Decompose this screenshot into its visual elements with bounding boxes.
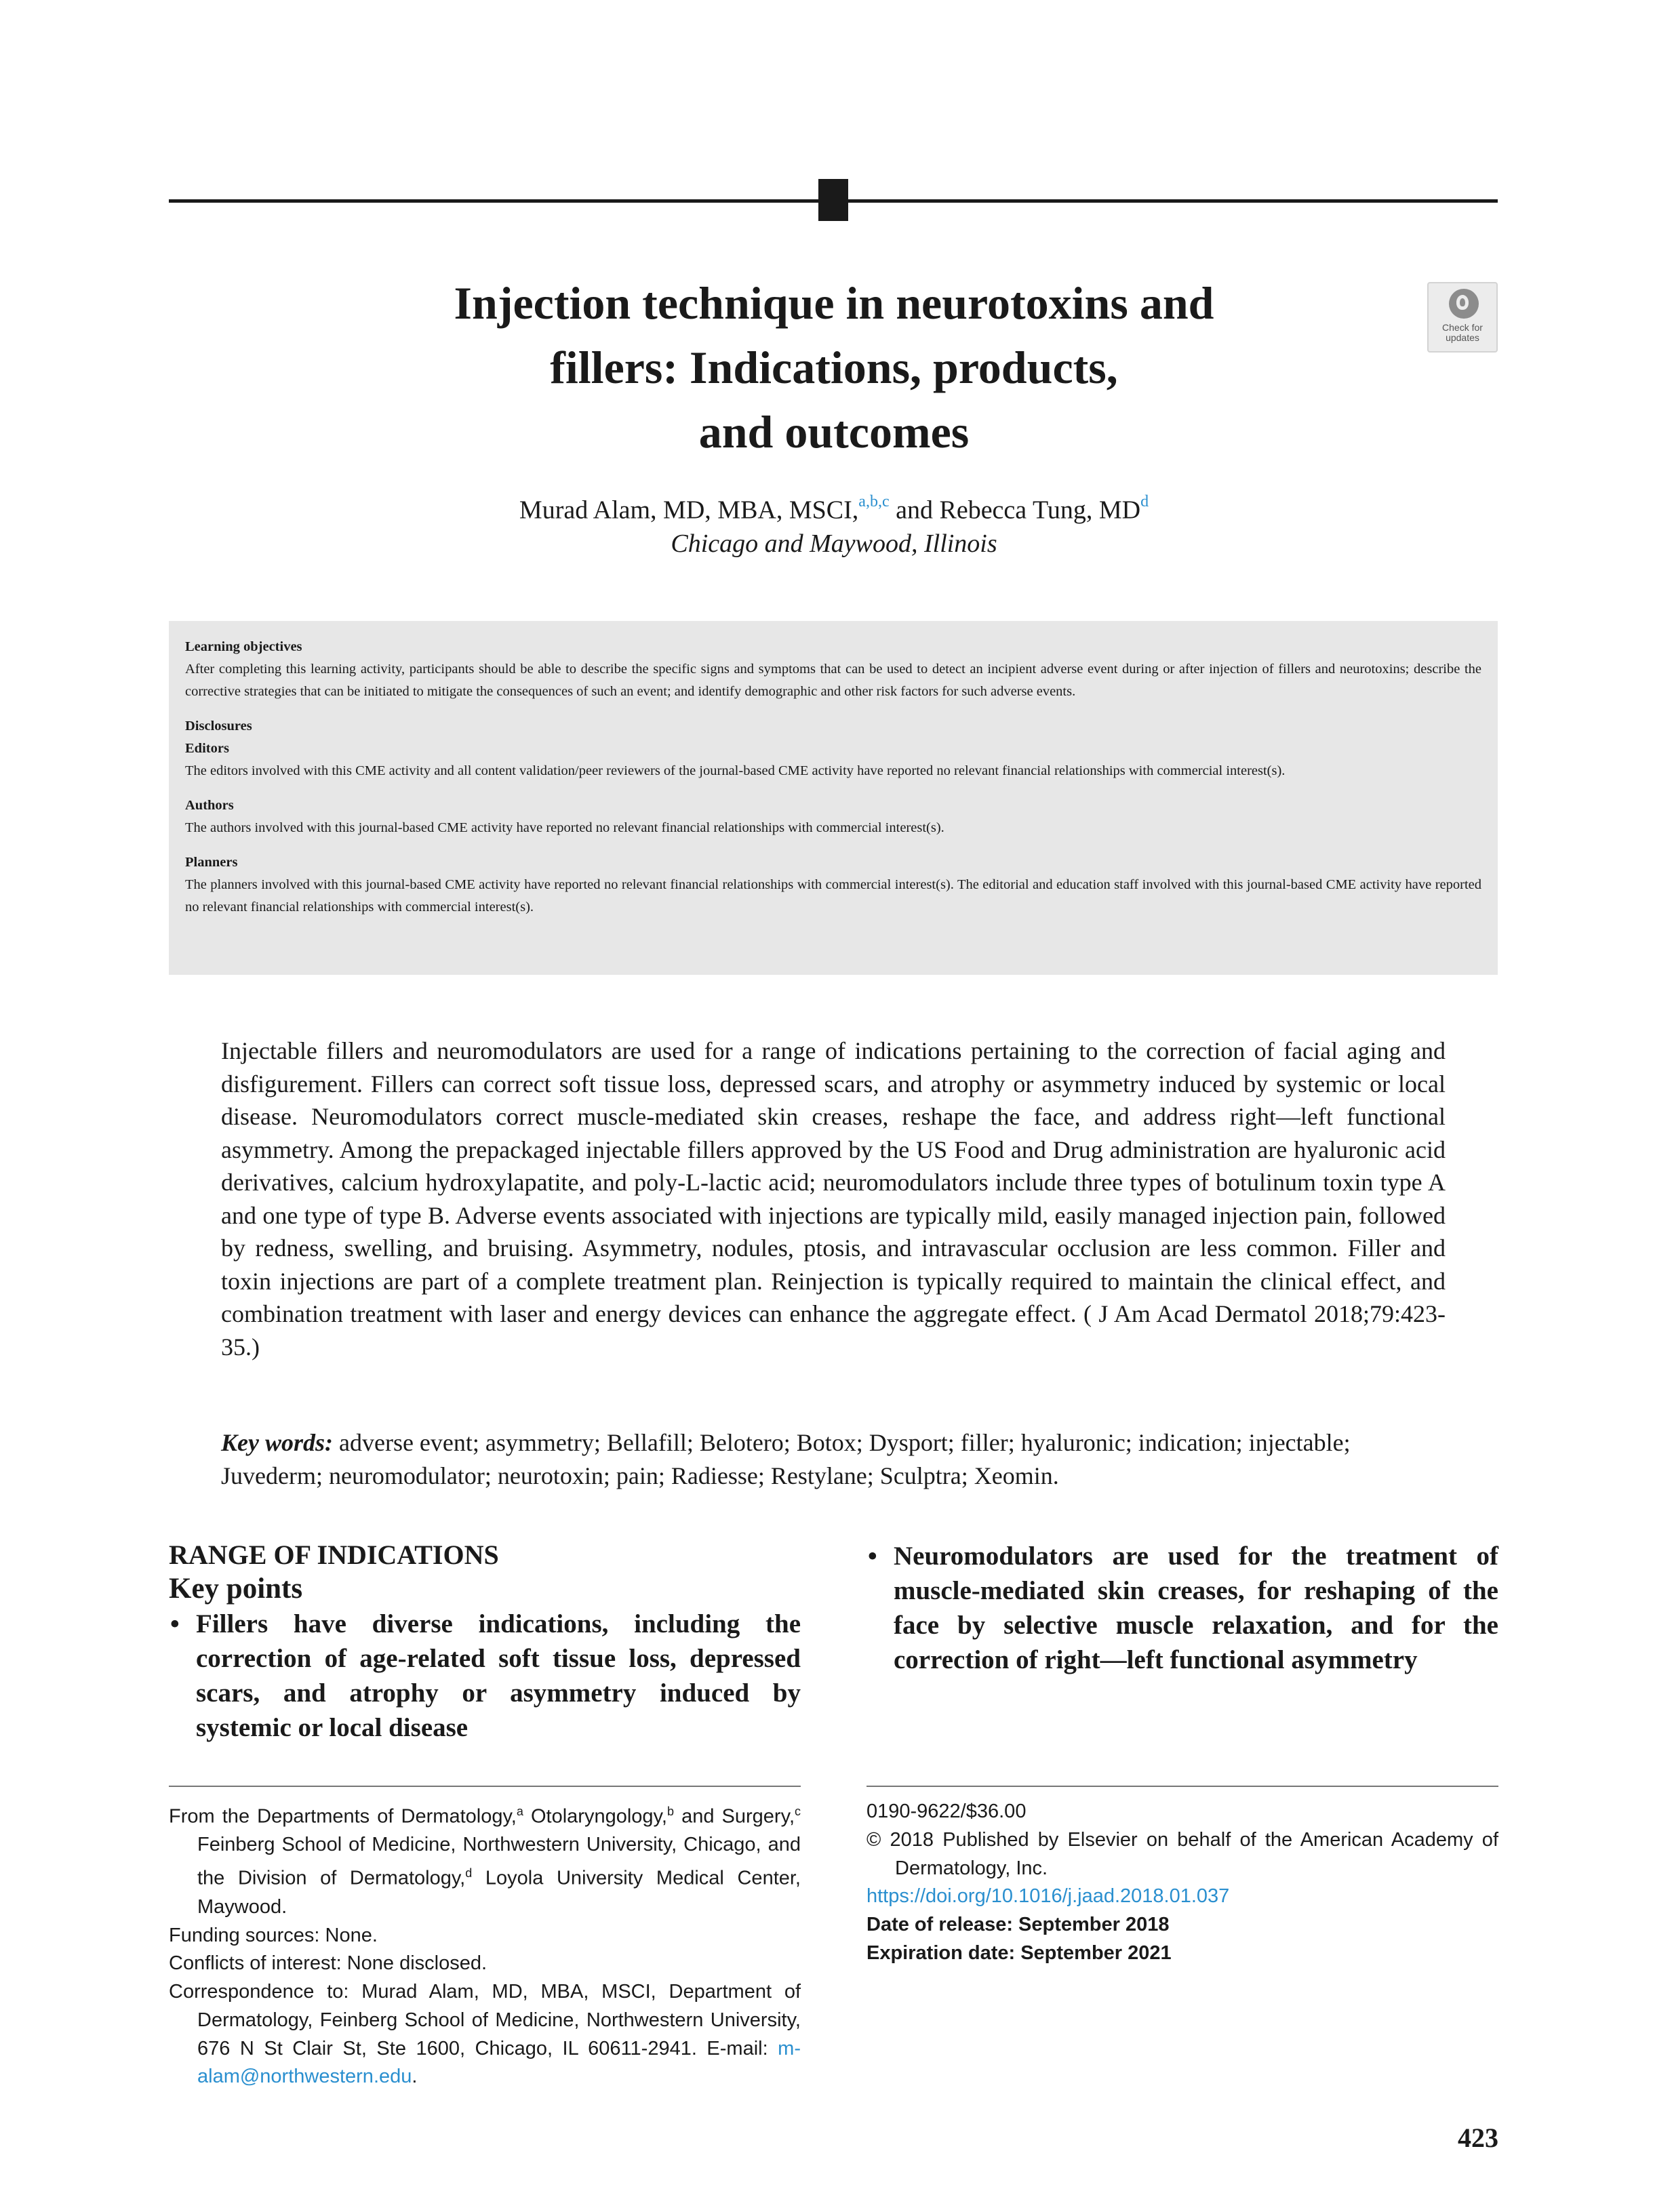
section-heading: RANGE OF INDICATIONS	[169, 1540, 499, 1570]
key-point-2-text: Neuromodulators are used for the treatment of muscle-mediated skin creases, for reshaping of the face by selective muscle relaxation, and for the correction of right—left functional asymmetry	[894, 1542, 1498, 1674]
learning-objectives-heading: Learning objectives	[185, 639, 302, 654]
editors-heading: Editors	[185, 741, 229, 756]
authors-disclosure-text: The authors involved with this journal-based CME activity have reported no relevant financial relationships with commercial interest(s).	[185, 820, 944, 835]
cme-box	[169, 621, 1498, 975]
title-line-2: fillers: Indications, products,	[550, 342, 1118, 393]
keywords	[221, 1426, 1446, 1492]
abstract: Injectable fillers and neuromodulators are used for a range of indications pertaining to the correction of facial aging and disfigurement. Fillers can correct soft tissue loss, depressed scars, and atrophy or asymmetry induced by systemic or local disease. Neuromodulators correct muscle-mediated skin creases, reshape the face, and address right—left functional asymmetry. Among the prepackaged injectable fillers approved by the US Food and Drug administration are hyaluronic acid derivatives, calcium hydroxylapatite, and poly-L-lactic acid; neuromodulators include three types of botulinum toxin type A and one type of type B. Adverse events associated with injections are typically mild, easily managed injection pain, followed by redness, swelling, and bruising. Asymmetry, nodules, ptosis, and intravascular occlusion are less common. Filler and toxin injections are part of a complete treatment plan. Reinjection is typically required to maintain the clinical effect, and combination treatment with laser and energy devices can enhance the aggregate effect. ( J Am Acad Dermatol 2018;79:423-35.)	[221, 1037, 1446, 1361]
disclosures-heading: Disclosures	[185, 719, 252, 733]
copyright-note: © 2018 Published by Elsevier on behalf of the American Academy of Dermatology, Inc.	[867, 1828, 1498, 1879]
affiliations-note: From the Departments of Dermatology,$^a$ Otolaryngology,$^b$ and Surgery,$^c$ Feinberg School of Medicine, Northwestern University, Chicago, and the Division of Dermatology,$^d$ Loyola University Medical Center, Maywood.	[169, 1805, 801, 1918]
authors-heading: Authors	[185, 798, 234, 813]
editors-text: The editors involved with this CME activity and all content validation/peer reviewers of the journal-based CME activity have reported no relevant financial relationships with commercial interest(s).	[185, 763, 1286, 778]
planners-text: The planners involved with this journal-based CME activity have reported no relevant financial relationships with commercial interest(s). The editorial and education staff involved with this journal-based CME activity have reported no relevant financial relationships with commercial interest(s).	[185, 877, 1481, 914]
header-rule-marker	[818, 179, 848, 221]
release-date: Date of release: September 2018	[867, 1914, 1170, 1936]
author-1: Murad Alam, MD, MBA, MSCI,	[519, 496, 859, 525]
check-for-updates-badge[interactable]	[1427, 282, 1498, 353]
footnotes-left	[169, 1798, 801, 2091]
check-for-updates-label: Check for updates	[1442, 322, 1483, 343]
funding-note: Funding sources: None.	[169, 1924, 378, 1946]
author-1-affiliations[interactable]: a,b,c	[858, 493, 890, 510]
footnote-rule-right	[867, 1786, 1498, 1787]
footnote-rule-left	[169, 1786, 801, 1787]
author-2-affiliation[interactable]: d	[1140, 493, 1149, 510]
article-title	[271, 271, 1397, 464]
author-line	[271, 488, 1397, 527]
email-link[interactable]: m-alam@northwestern.edu	[197, 2037, 801, 2088]
key-point-2	[867, 1539, 1498, 1677]
crossmark-icon	[1449, 289, 1479, 319]
bullet-icon: •	[868, 1542, 877, 1571]
page-number: 423	[1458, 2123, 1498, 2153]
conflicts-note: Conflicts of interest: None disclosed.	[169, 1952, 487, 1975]
keywords-list: adverse event; asymmetry; Bellafill; Belotero; Botox; Dysport; filler; hyaluronic; indication; injectable; Juvederm; neuromodulator; neurotoxin; pain; Radiesse; Restylane; Sculptra; Xeomin.	[221, 1429, 1351, 1489]
author-location: Chicago and Maywood, Illinois	[671, 529, 997, 558]
issn-price: 0190-9622/$36.00	[867, 1801, 1027, 1822]
key-point-1	[169, 1607, 801, 1745]
bullet-icon: •	[170, 1609, 180, 1638]
planners-heading: Planners	[185, 855, 238, 870]
correspondence-note: Correspondence to: Murad Alam, MD, MBA, MSCI, Department of Dermatology, Feinberg School of Medicine, Northwestern University, 676 N St Clair St, Ste 1600, Chicago, IL 60611-2941. E-mail: m-alam@northwestern.edu.	[169, 1981, 801, 2088]
footnotes-right	[867, 1798, 1498, 1968]
keywords-label: Key words:	[221, 1429, 333, 1456]
left-column	[169, 1539, 801, 1745]
author-2: and Rebecca Tung, MD	[889, 496, 1141, 525]
key-points-heading: Key points	[169, 1573, 303, 1605]
doi-link[interactable]: https://doi.org/10.1016/j.jaad.2018.01.037	[867, 1885, 1230, 1908]
key-point-1-text: Fillers have diverse indications, including the correction of age-related soft tissue loss, depressed scars, and atrophy or asymmetry induced by systemic or local disease	[196, 1609, 801, 1742]
expiration-date: Expiration date: September 2021	[867, 1942, 1172, 1964]
learning-objectives-text: After completing this learning activity, participants should be able to describe the specific signs and symptoms that can be used to detect an incipient adverse event during or after injection of fillers and neurotoxins; describe the corrective strategies that can be initiated to mitigate the consequences of such an event; and identify demographic and other risk factors for such adverse events.	[185, 662, 1481, 699]
right-column	[867, 1539, 1498, 1677]
title-line-3: and outcomes	[698, 406, 970, 458]
title-line-1: Injection technique in neurotoxins and	[454, 277, 1214, 329]
